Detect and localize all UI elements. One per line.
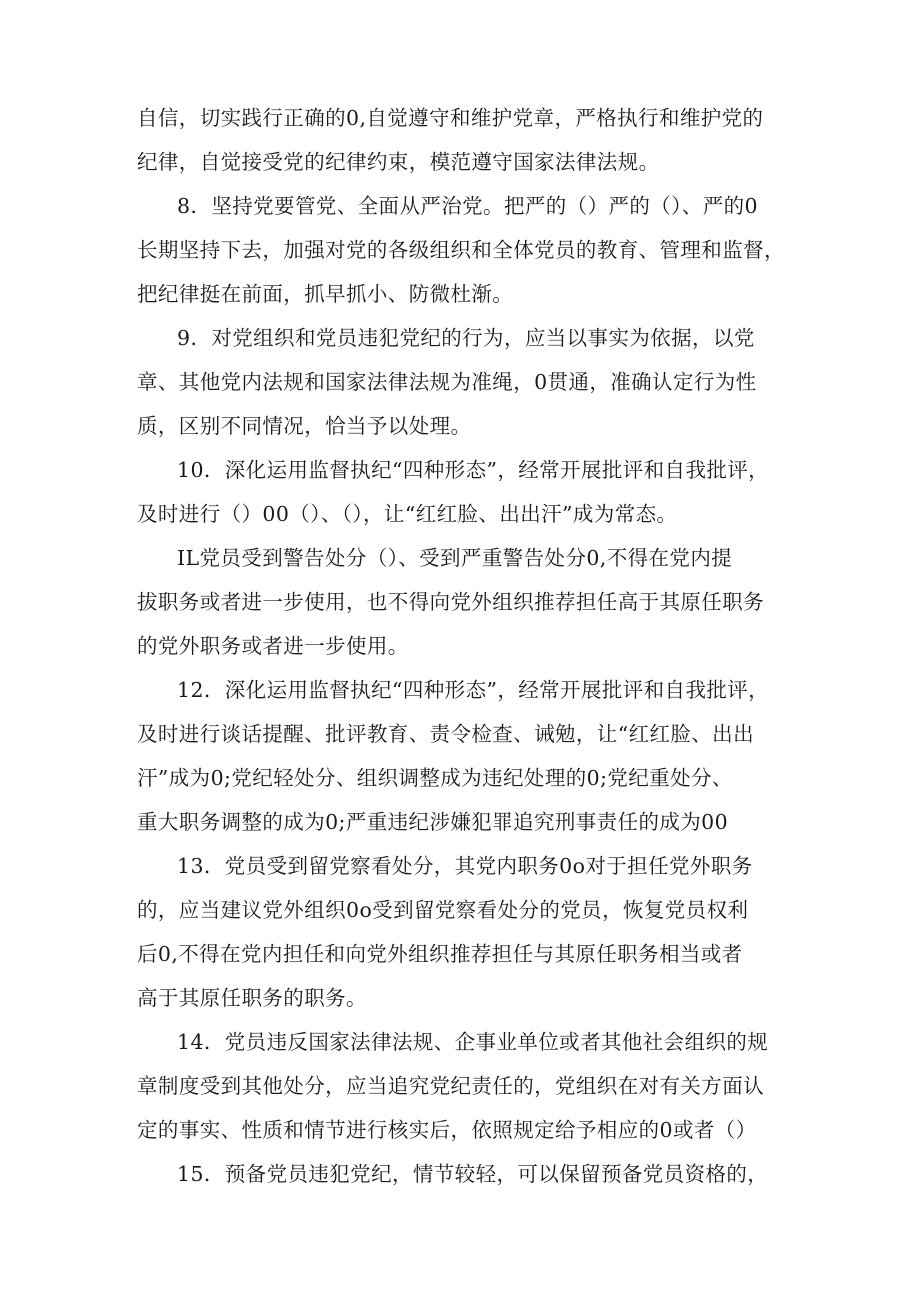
text-line: 的党外职务或者进一步使用。: [137, 634, 409, 658]
text-line: 的，应当建议党外组织0o受到留党察看处分的党员，恢复党员权利: [137, 898, 749, 922]
text-line: 及时进行谈话提醒、批评教育、责令检查、诫勉，让“红红脸、出出: [137, 722, 754, 746]
paragraph-10-start: 10．深化运用监督执纪“四种形态”，经常开展批评和自我批评，: [177, 458, 770, 482]
text-line: 章制度受到其他处分，应当追究党纪责任的，党组织在对有关方面认: [137, 1074, 764, 1098]
text-line: 拔职务或者进一步使用，也不得向党外组织推荐担任高于其原任职务: [137, 590, 764, 614]
paragraph-15-start: 15．预备党员违犯党纪，情节较轻，可以保留预备党员资格的，: [177, 1162, 769, 1186]
text-line: 自信，切实践行正确的0,自觉遵守和维护党章，严格执行和维护党的: [137, 106, 764, 130]
paragraph-14-start: 14．党员违反国家法律法规、企事业单位或者其他社会组织的规: [177, 1030, 769, 1054]
text-line: 汗”成为0;党纪轻处分、组织调整成为违纪处理的0;党纪重处分、: [137, 766, 733, 790]
paragraph-9-start: 9．对党组织和党员违犯党纪的行为，应当以事实为依据，以党: [177, 326, 755, 350]
text-line: 把纪律挺在前面，抓早抓小、防微杜渐。: [137, 282, 514, 306]
paragraph-8-start: 8．坚持党要管党、全面从严治党。把严的（）严的（）、严的0: [177, 194, 758, 218]
text-line: 重大职务调整的成为0;严重违纪涉嫌犯罪追究刑事责任的成为00: [137, 810, 729, 834]
text-line: 质，区别不同情况，恰当予以处理。: [137, 414, 472, 438]
text-line: 及时进行（）00（）、（），让“红红脸、出出汗”成为常态。: [137, 502, 678, 526]
text-line: 定的事实、性质和情节进行核实后，依照规定给予相应的0或者（）: [137, 1118, 757, 1142]
paragraph-12-start: 12．深化运用监督执纪“四种形态”，经常开展批评和自我批评，: [177, 678, 770, 702]
text-line: 长期坚持下去，加强对党的各级组织和全体党员的教育、管理和监督，: [137, 238, 785, 262]
paragraph-13-start: 13．党员受到留党察看处分，其党内职务0o对于担任党外职务: [177, 854, 753, 878]
text-line: 纪律，自觉接受党的纪律约束，模范遵守国家法律法规。: [137, 150, 660, 174]
text-line: 章、其他党内法规和国家法律法规为准绳，0贯通，准确认定行为性: [137, 370, 757, 394]
text-line: 后0,不得在党内担任和向党外组织推荐担任与其原任职务相当或者: [137, 942, 743, 966]
text-line: 高于其原任职务的职务。: [137, 986, 367, 1010]
paragraph-11-start: IL党员受到警告处分（）、受到严重警告处分0,不得在党内提: [177, 546, 733, 570]
